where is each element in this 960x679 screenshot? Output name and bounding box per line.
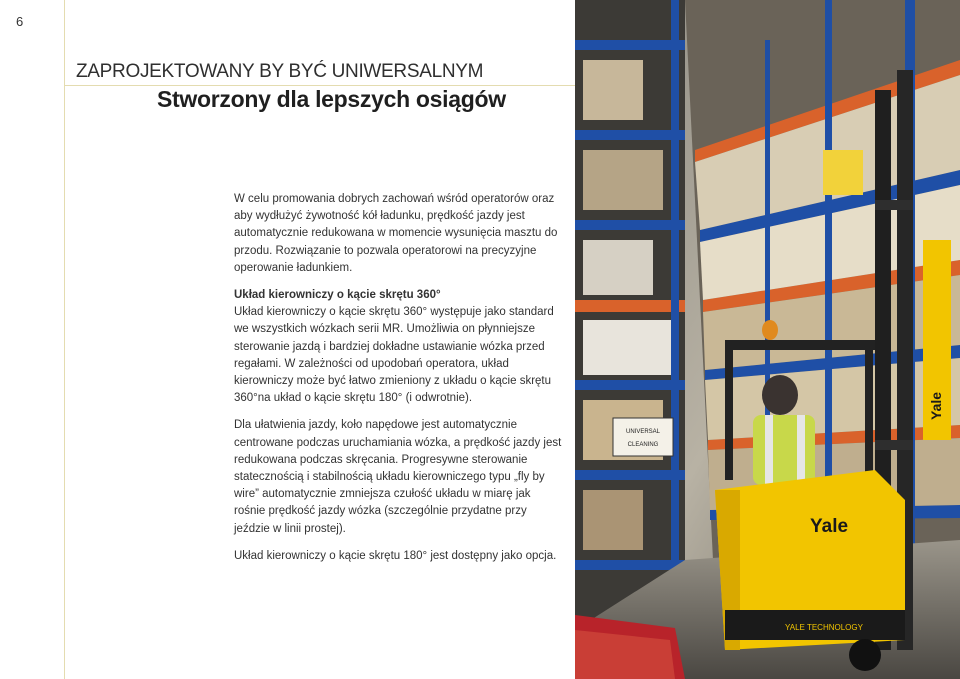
svg-text:CLEANING: CLEANING (627, 442, 659, 448)
paragraph-steering-360: Układ kierowniczy o kącie skrętu 360° występuje jako standard we wszystkich wózkach serii MR. Umożliwia on płynniejsze sterowanie jazdą i bardziej dokładne ustawianie wózka przed regałami. W zależności od upodobań operatora, układ kierowniczy może być łatwo zmieniony z układu o kącie skrętu 360°na układ o kącie skrętu 180° (i odwrotnie). (234, 306, 554, 405)
paragraph-steering-180: Układ kierowniczy o kącie skrętu 180° jest dostępny jako opcja. (234, 549, 557, 562)
paragraph-speed-reduction: W celu promowania dobrych zachowań wśród operatorów oraz aby wydłużyć żywotność kół ładunku, prędkość jazdy jest automatycznie redukowana w momencie wysunięcia masztu do przodu. Rozwiązanie to pozwala operatorowi na precyzyjne operowanie ładunkiem. (234, 193, 558, 274)
paragraph-drive-wheel: Dla ułatwienia jazdy, koło napędowe jest automatycznie centrowane podczas uruchamiania wózka, a prędkość jazdy jest redukowana podczas skręcania. Progresywne sterowanie statecznością i stabilnością układu kierowniczego typu „fly by wire” automatycznie zmniejsza czułość układu w miarę jak rośnie prędkość jazdy wózka (szczególnie przydatne przy jeździe w linii prostej). (234, 419, 562, 535)
body-text (234, 191, 564, 575)
section-kicker: ZAPROJEKTOWANY BY BYĆ UNIWERSALNYM (76, 61, 484, 82)
aisle-sign (613, 418, 673, 456)
svg-text:YALE TECHNOLOGY: YALE TECHNOLOGY (785, 623, 863, 632)
page-title: Stworzony dla lepszych osiągów (157, 86, 506, 112)
svg-text:UNIVERSAL: UNIVERSAL (625, 429, 661, 435)
margin-rule-vertical (64, 0, 65, 679)
page-number: 6 (16, 14, 24, 29)
subheading-steering: Układ kierowniczy o kącie skrętu 360° (234, 289, 441, 302)
svg-text:Yale: Yale (928, 391, 944, 420)
svg-text:Yale: Yale (810, 516, 849, 537)
warehouse-forklift-photo (575, 0, 960, 679)
